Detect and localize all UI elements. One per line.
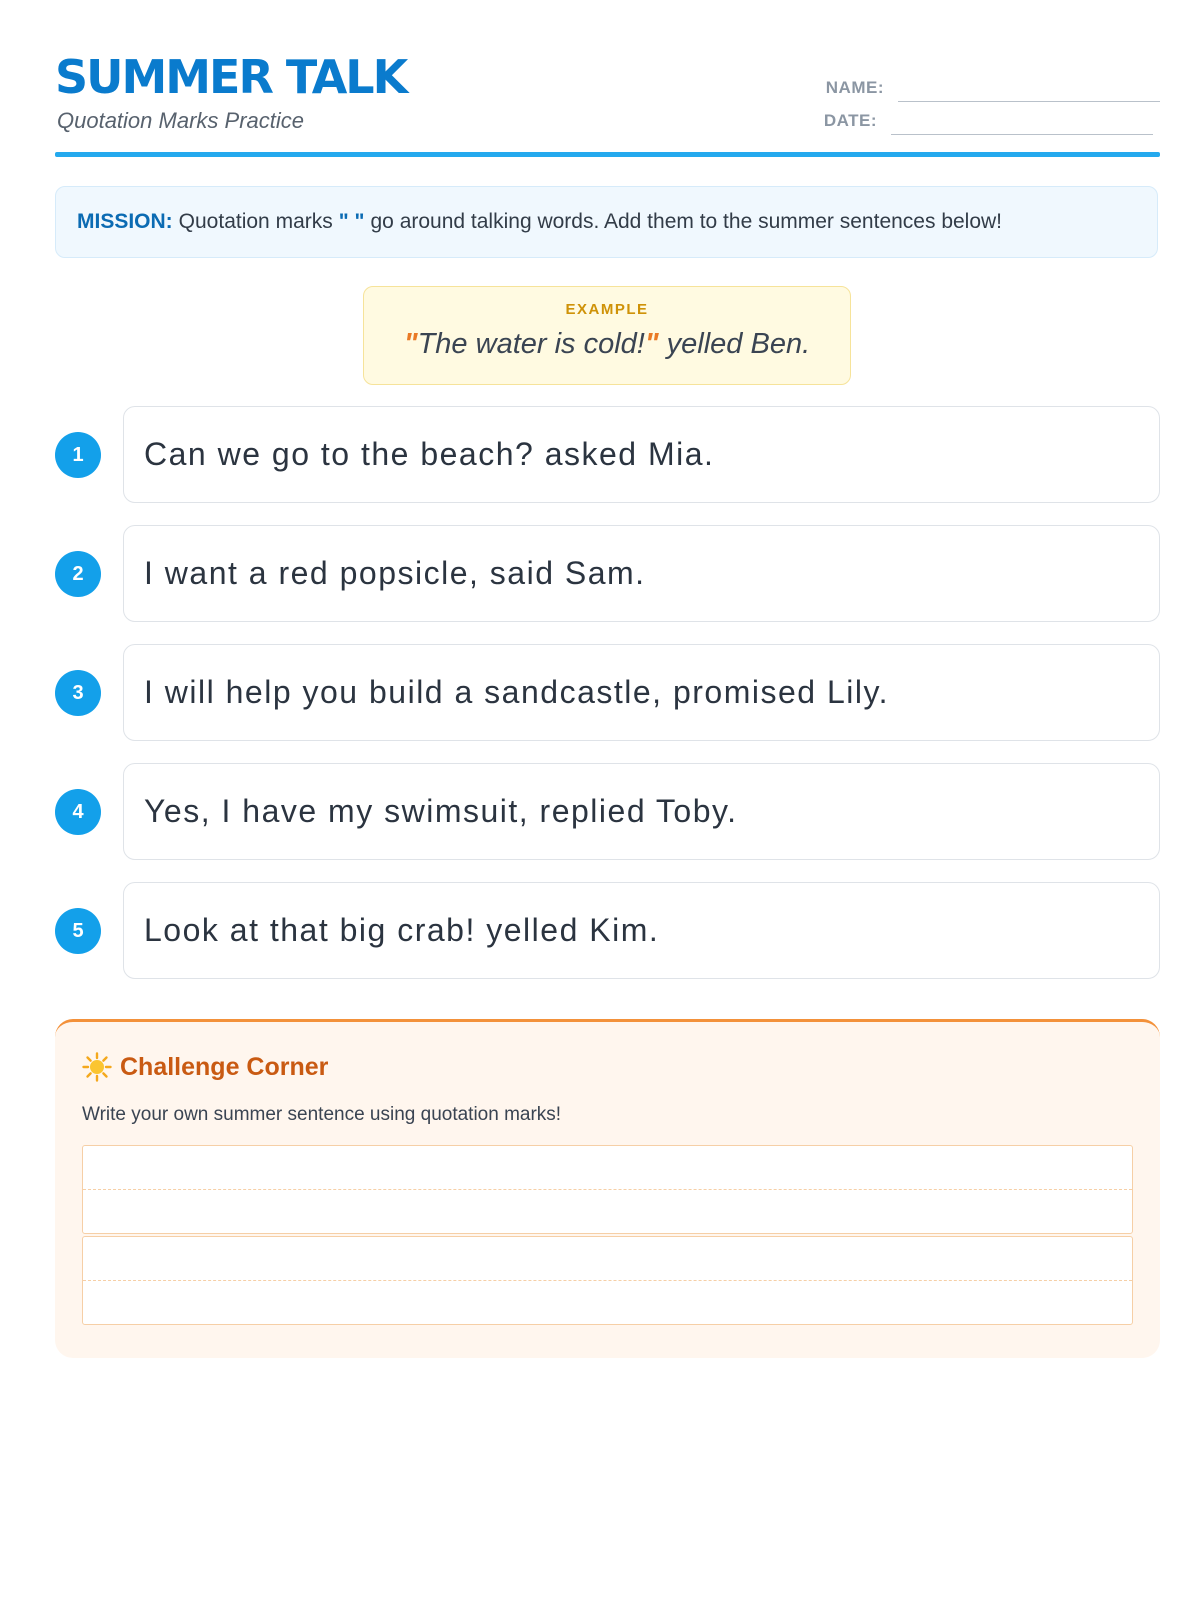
mission-text-before: Quotation marks	[178, 210, 333, 233]
mission-text-after: go around talking words. Add them to the summer sentences below!	[370, 210, 1003, 233]
header	[55, 50, 1160, 160]
item-number-badge: 3	[55, 670, 101, 716]
item-number-badge: 2	[55, 551, 101, 597]
example-sentence	[364, 328, 850, 361]
challenge-description: Write your own summer sentence using quotation marks!	[82, 1104, 562, 1125]
sentence-box[interactable]: I want a red popsicle, said Sam.	[123, 525, 1160, 622]
challenge-header	[82, 1052, 328, 1082]
example-quoted: The water is cold!	[417, 328, 645, 360]
item-number-badge: 5	[55, 908, 101, 954]
name-label: NAME:	[825, 78, 884, 97]
date-field	[824, 105, 1153, 135]
name-line[interactable]	[898, 77, 1160, 102]
list-item	[55, 882, 1160, 979]
item-number-badge: 4	[55, 789, 101, 835]
date-line[interactable]	[891, 110, 1153, 135]
sentence-box[interactable]: Yes, I have my swimsuit, replied Toby.	[123, 763, 1160, 860]
date-label: DATE:	[823, 111, 877, 130]
sentence-box[interactable]: I will help you build a sandcastle, promised Lily.	[123, 644, 1160, 741]
name-field	[826, 72, 1160, 102]
page-subtitle: Quotation Marks Practice	[57, 108, 304, 133]
example-rest: yelled Ben.	[658, 328, 811, 360]
writing-line[interactable]	[82, 1145, 1133, 1234]
mission-label: MISSION:	[77, 210, 173, 233]
challenge-corner	[55, 1019, 1160, 1358]
list-item	[55, 644, 1160, 741]
list-item	[55, 406, 1160, 503]
dashed-guide	[83, 1280, 1132, 1281]
open-quote: "	[403, 328, 418, 360]
list-item	[55, 763, 1160, 860]
item-number-badge: 1	[55, 432, 101, 478]
list-item	[55, 525, 1160, 622]
example-box	[363, 286, 851, 385]
sentence-box[interactable]: Can we go to the beach? asked Mia.	[123, 406, 1160, 503]
sentence-box[interactable]: Look at that big crab! yelled Kim.	[123, 882, 1160, 979]
example-label: EXAMPLE	[565, 301, 649, 318]
challenge-title: Challenge Corner	[120, 1052, 329, 1081]
writing-area	[82, 1145, 1133, 1325]
mission-box	[55, 186, 1158, 258]
page-title: SUMMER TALK	[55, 50, 407, 104]
header-divider	[55, 152, 1160, 157]
writing-line[interactable]	[82, 1236, 1133, 1325]
sun-icon	[82, 1052, 112, 1082]
mission-quotes: " "	[338, 210, 365, 233]
close-quote: "	[644, 328, 659, 360]
dashed-guide	[83, 1189, 1132, 1190]
